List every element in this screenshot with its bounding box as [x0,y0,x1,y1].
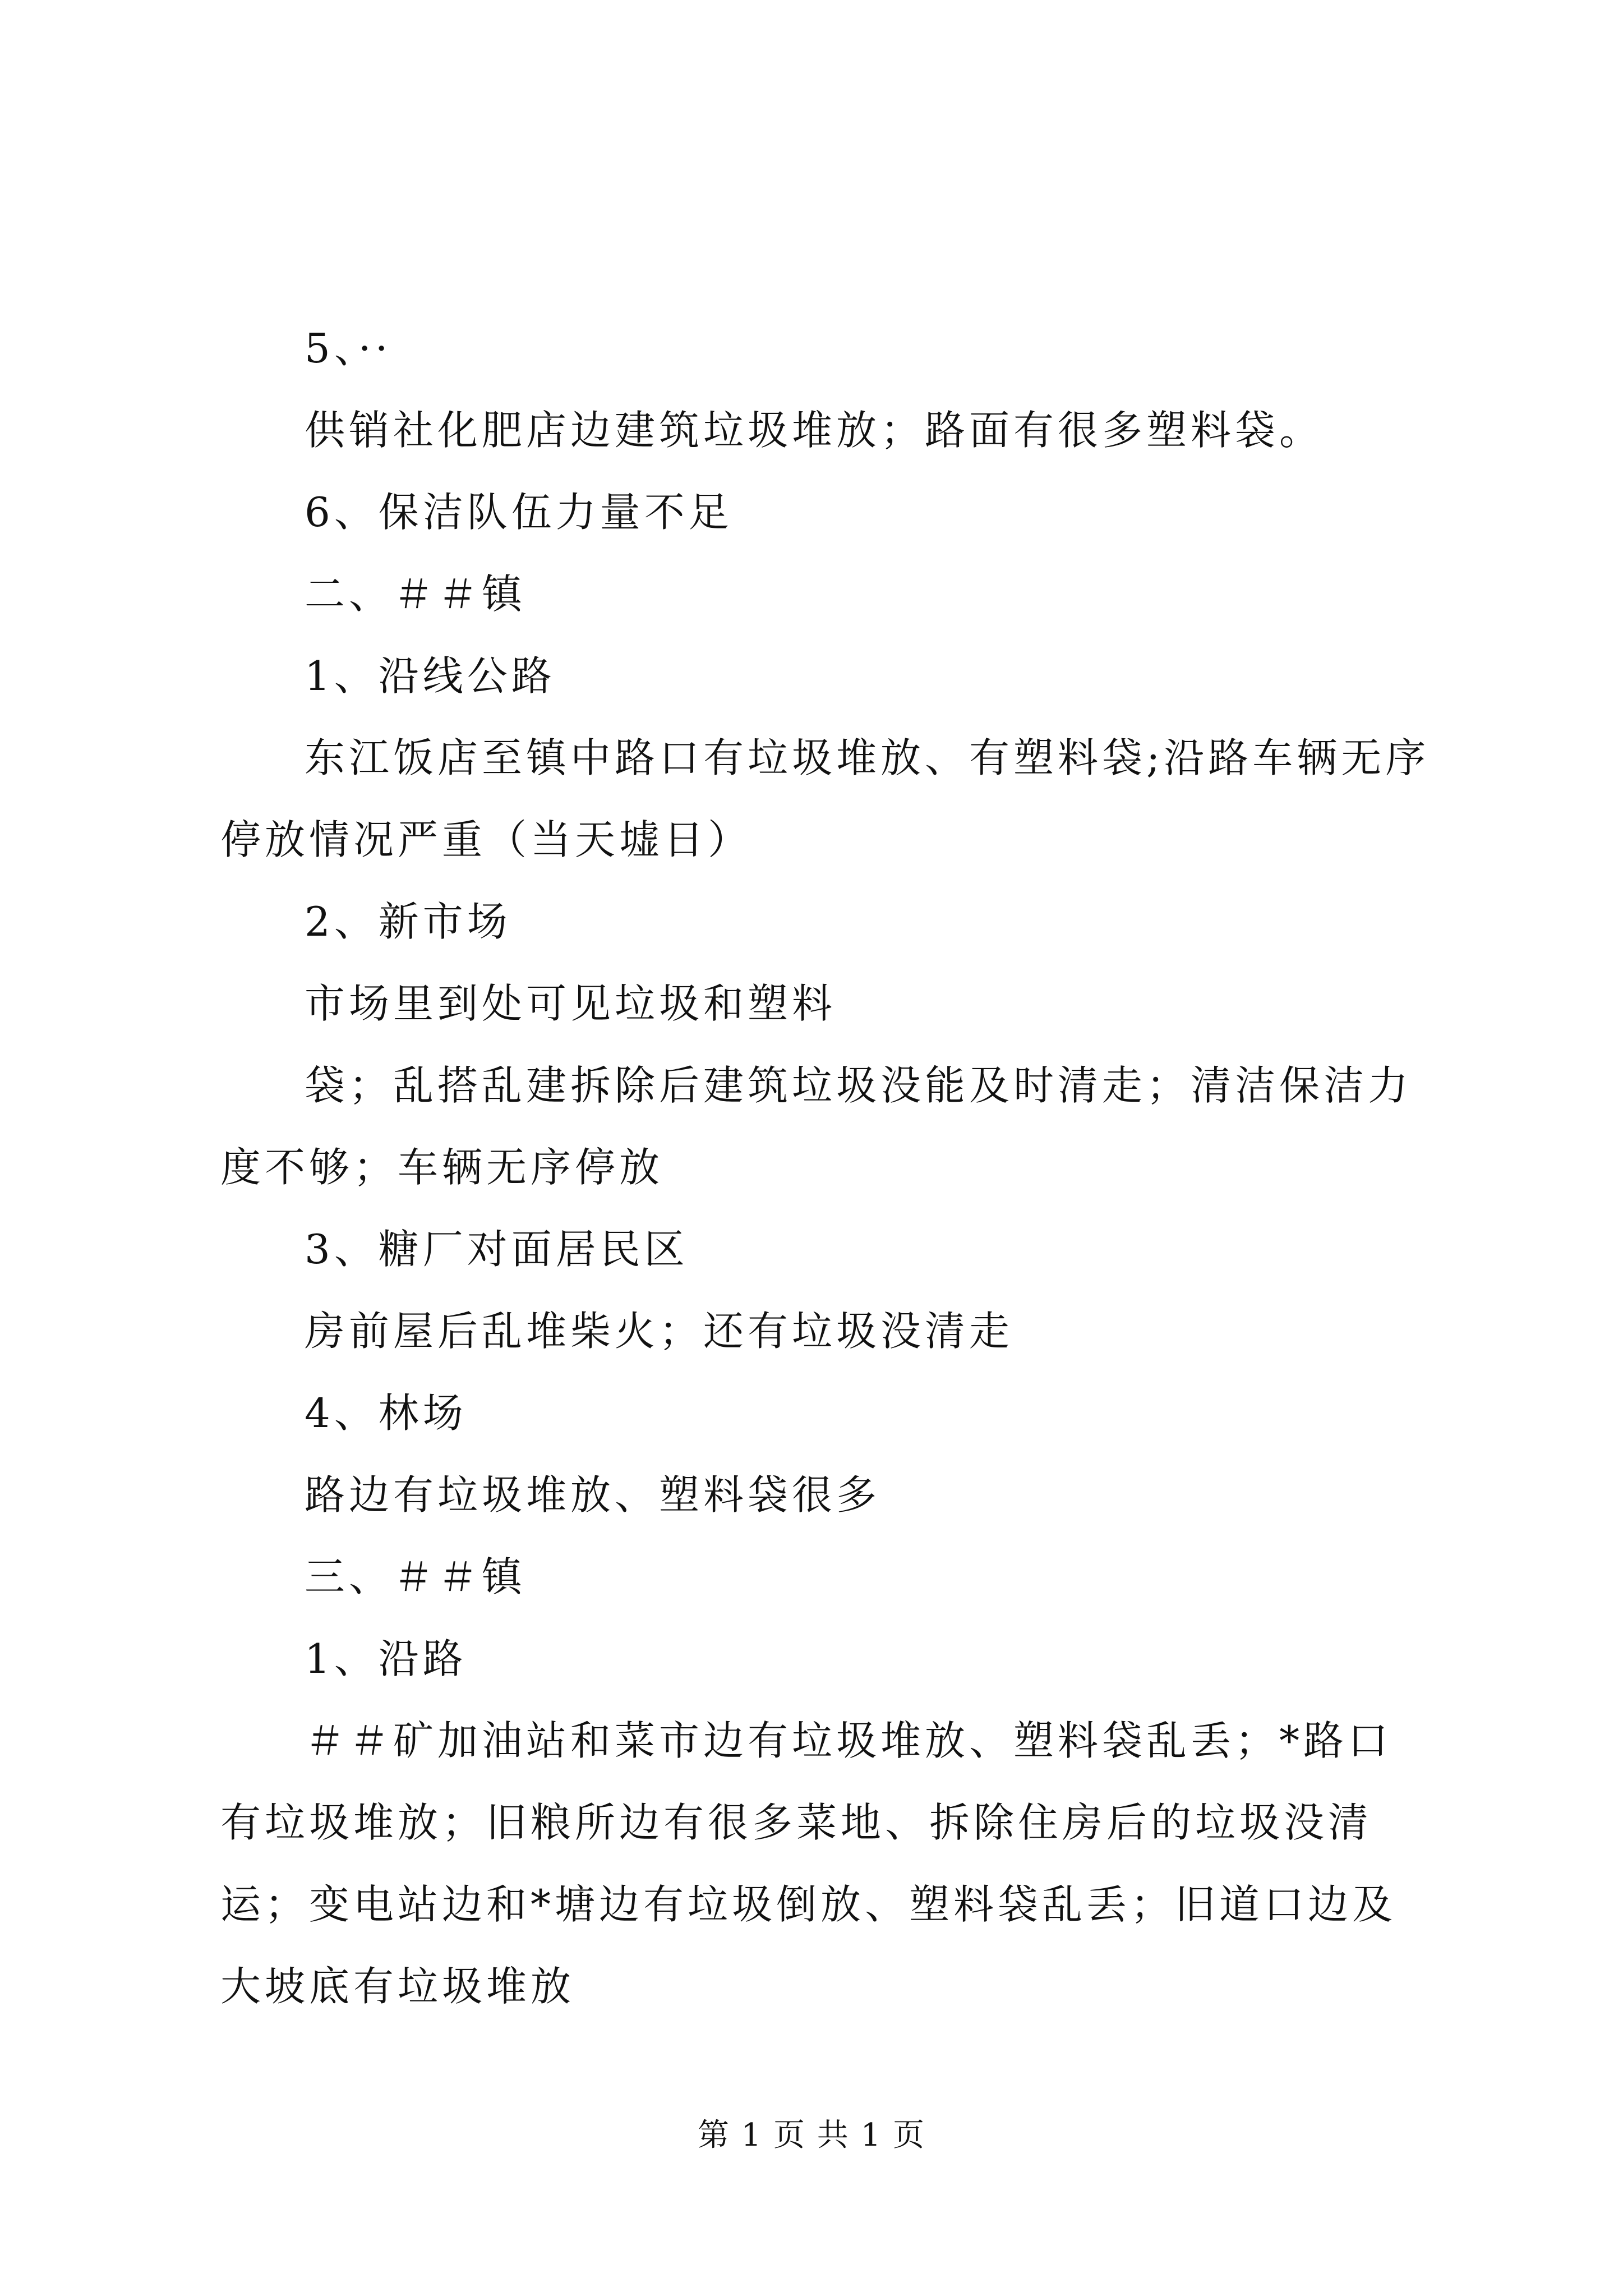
paragraph: 路边有垃圾堆放、塑料袋很多 [305,1471,881,1519]
subsection-heading: 2、新市场 [305,898,511,945]
paragraph: 东江饭店至镇中路口有垃圾堆放、有塑料袋;沿路车辆无序停放情况严重（当天墟日） [220,734,1430,863]
paragraph: 5、·· [305,325,392,372]
subsection-heading: 4、林场 [305,1389,467,1437]
paragraph: ＃＃矿加油站和菜市边有垃圾堆放、塑料袋乱丢；*路口有垃圾堆放；旧粮所边有很多菜地、拆除住房后的垃圾没清运；变电站边和*塘边有垃圾倒放、塑料袋乱丢；旧道口边及大坡底有垃圾堆放 [220,1717,1397,2010]
paragraph: 房前屋后乱堆柴火；还有垃圾没清走 [305,1308,1014,1355]
section-heading: 三、＃＃镇 [305,1553,527,1600]
paragraph: 袋；乱搭乱建拆除后建筑垃圾没能及时清走；清洁保洁力度不够；车辆无序停放 [220,1062,1413,1191]
document-body [220,307,1432,2027]
subsection-heading: 1、沿线公路 [305,652,556,700]
paragraph: 市场里到处可见垃圾和塑料 [305,980,837,1027]
subsection-heading: 3、糖厂对面居民区 [305,1226,689,1273]
subsection-heading: 1、沿路 [305,1635,467,1682]
section-heading: 二、＃＃镇 [305,570,527,618]
page-footer: 第 1 页 共 1 页 [697,2117,926,2154]
paragraph: 6、保洁队伍力量不足 [305,489,733,536]
paragraph: 供销社化肥店边建筑垃圾堆放；路面有很多塑料袋。 [305,407,1324,454]
